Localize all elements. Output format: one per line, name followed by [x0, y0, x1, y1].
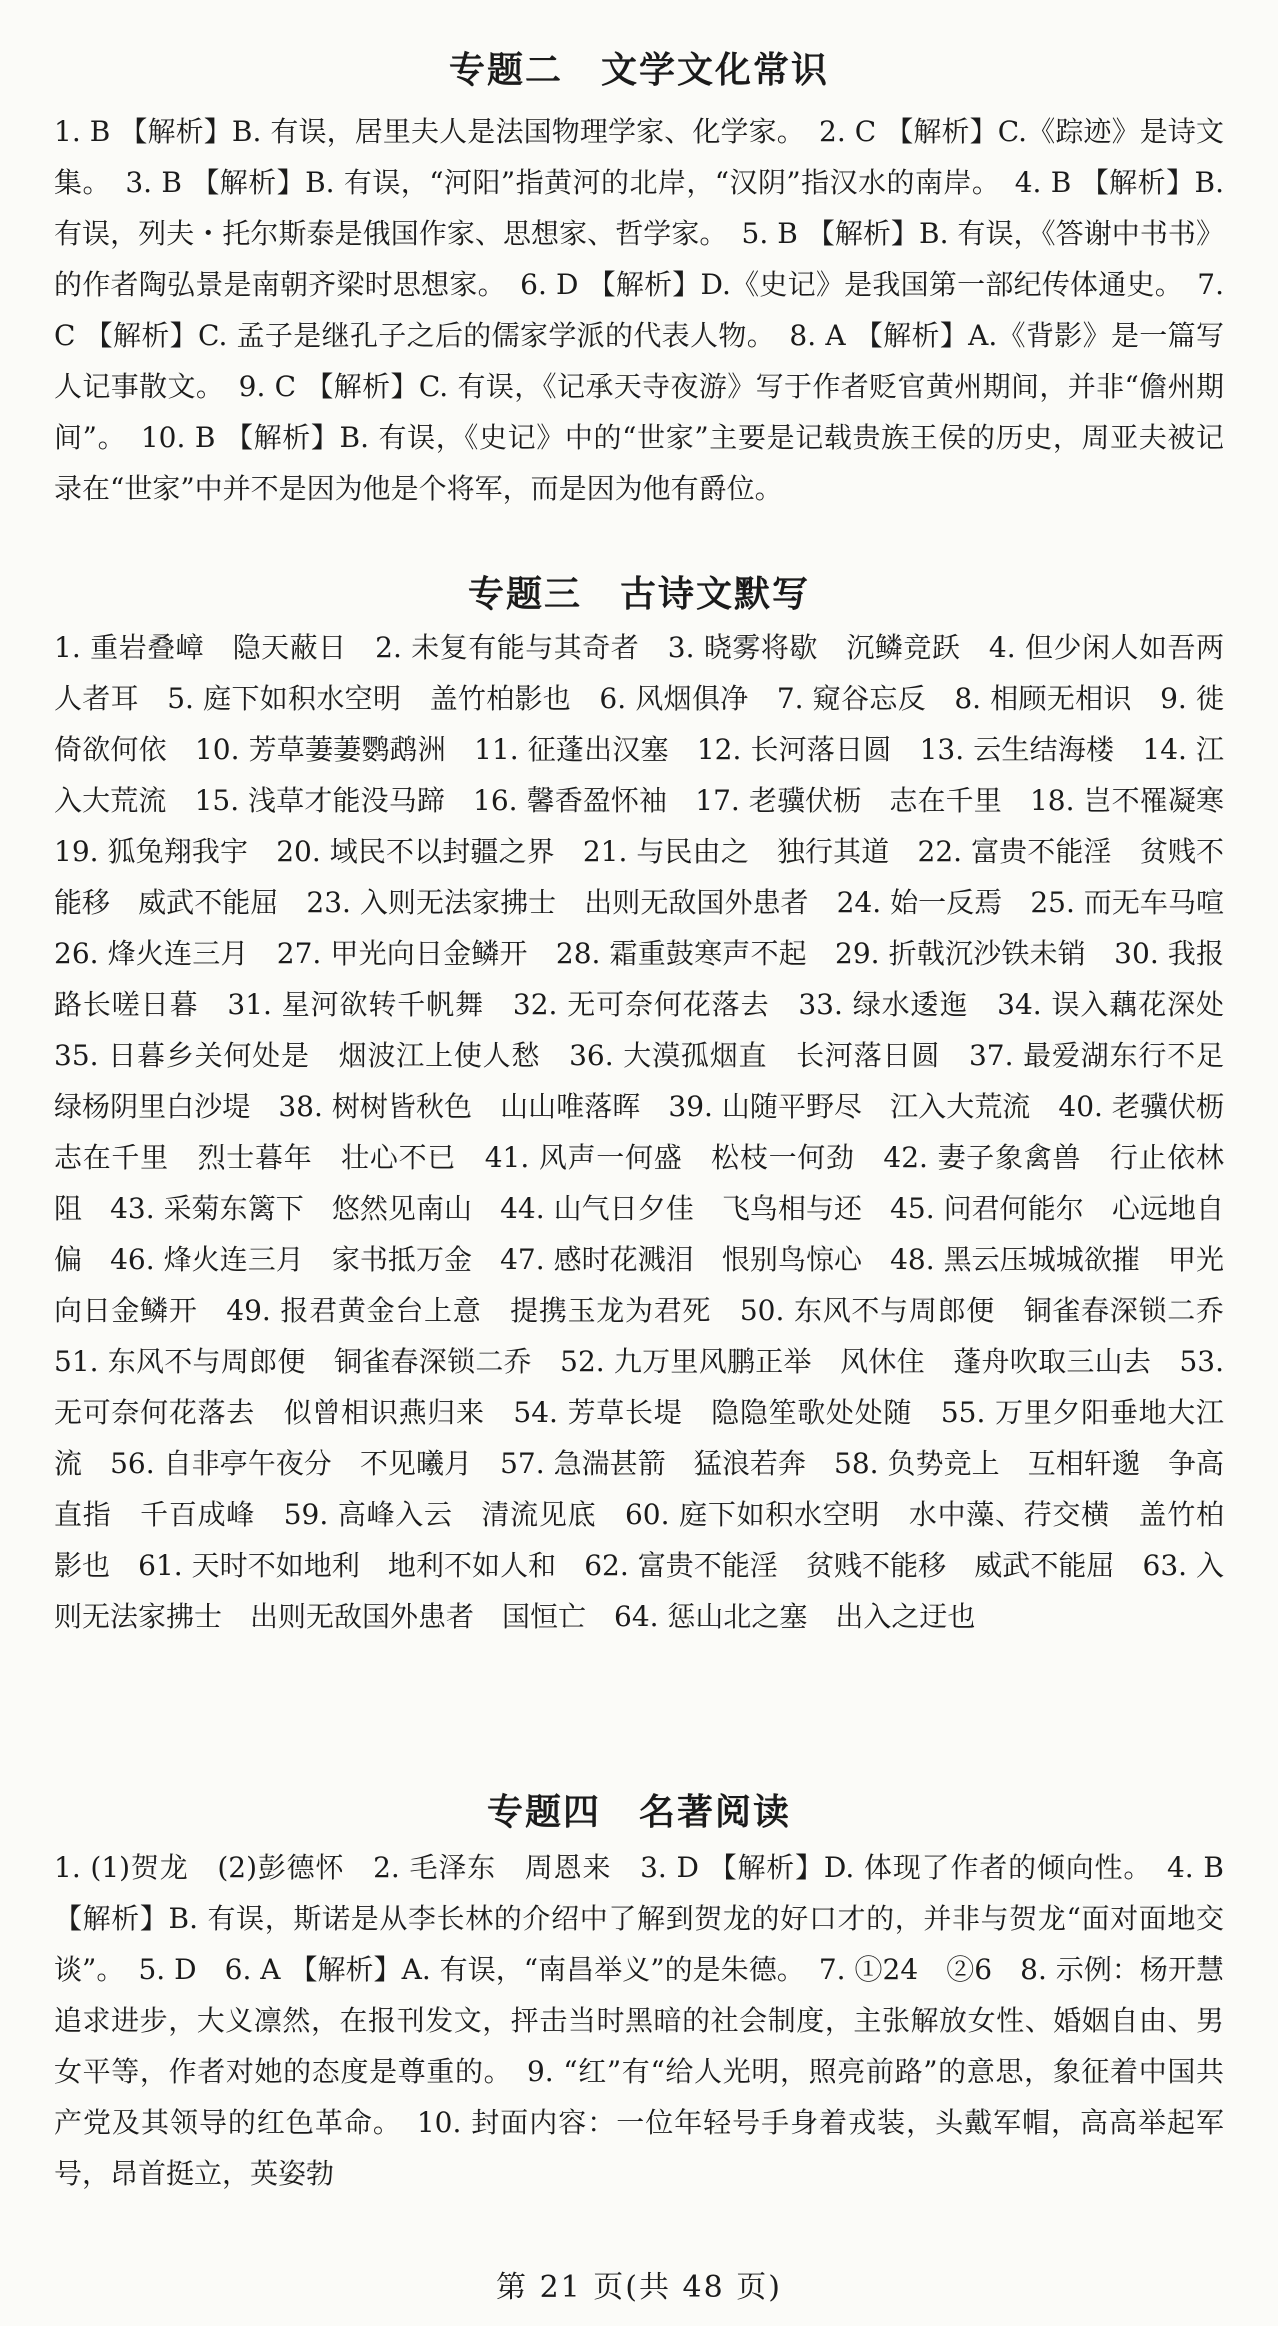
page-number-footer: 第 21 页(共 48 页)	[496, 2270, 782, 2305]
section-answers-classics-reading: 1. (1)贺龙 (2)彭德怀 2. 毛泽东 周恩来 3. D 【解析】D. 体现了作者的倾向性。 4. B 【解析】B. 有误，斯诺是从李长林的介绍中了解到贺龙的好口才的，并非与贺龙“面对面地交谈”。 5. D 6. A 【解析】A. 有误，“南昌举义”的是朱德。 7. ①24 ②6 8. 示例：杨开慧追求进步，大义凛然，在报刊发文，抨击当时黑暗的社会制度，主张解放女性、婚姻自由、男女平等，作者对她的态度是尊重的。 9. “红”有“给人光明，照亮前路”的意思，象征着中国共产党及其领导的红色革命。 10. 封面内容：一位年轻号手身着戎装，头戴军帽，高高举起军号，昂首挺立，英姿勃	[54, 1851, 1224, 2190]
section-answers-literature-culture: 1. B 【解析】B. 有误，居里夫人是法国物理学家、化学家。 2. C 【解析】C.《踪迹》是诗文集。 3. B 【解析】B. 有误，“河阳”指黄河的北岸，“汉阴”指汉水的南岸。 4. B 【解析】B. 有误，列夫・托尔斯泰是俄国作家、思想家、哲学家。 5. B 【解析】B. 有误，《答谢中书书》的作者陶弘景是南朝齐梁时思想家。 6. D 【解析】D.《史记》是我国第一部纪传体通史。 7. C 【解析】C. 孟子是继孔子之后的儒家学派的代表人物。 8. A 【解析】A.《背影》是一篇写人记事散文。 9. C 【解析】C. 有误，《记承天寺夜游》写于作者贬官黄州期间，并非“儋州期间”。 10. B 【解析】B. 有误，《史记》中的“世家”主要是记载贵族王侯的历史，周亚夫被记录在“世家”中并不是因为他是个将军，而是因为他有爵位。	[54, 115, 1224, 505]
section-title-literature-culture: 专题二 文学文化常识	[448, 50, 829, 91]
section-title-ancient-poetry: 专题三 古诗文默写	[467, 574, 810, 615]
section-answers-ancient-poetry: 1. 重岩叠嶂 隐天蔽日 2. 未复有能与其奇者 3. 晓雾将歇 沉鳞竞跃 4. 但少闲人如吾两人者耳 5. 庭下如积水空明 盖竹柏影也 6. 风烟俱净 7. 窥谷忘反 8. 相顾无相识 9. 徙倚欲何依 10. 芳草萋萋鹦鹉洲 11. 征蓬出汉塞 12. 长河落日圆 13. 云生结海楼 14. 江入大荒流 15. 浅草才能没马蹄 16. 馨香盈怀袖 17. 老骥伏枥 志在千里 18. 岂不罹凝寒 19. 狐兔翔我宇 20. 域民不以封疆之界 21. 与民由之 独行其道 22. 富贵不能淫 贫贱不能移 威武不能屈 23. 入则无法家拂士 出则无敌国外患者 24. 始一反焉 25. 而无车马喧 26. 烽火连三月 27. 甲光向日金鳞开 28. 霜重鼓寒声不起 29. 折戟沉沙铁未销 30. 我报路长嗟日暮 31. 星河欲转千帆舞 32. 无可奈何花落去 33. 绿水逶迤 34. 误入藕花深处 35. 日暮乡关何处是 烟波江上使人愁 36. 大漠孤烟直 长河落日圆 37. 最爱湖东行不足 绿杨阴里白沙堤 38. 树树皆秋色 山山唯落晖 39. 山随平野尽 江入大荒流 40. 老骥伏枥 志在千里 烈士暮年 壮心不已 41. 风声一何盛 松枝一何劲 42. 妻子象禽兽 行止依林阻 43. 采菊东篱下 悠然见南山 44. 山气日夕佳 飞鸟相与还 45. 问君何能尔 心远地自偏 46. 烽火连三月 家书抵万金 47. 感时花溅泪 恨别鸟惊心 48. 黑云压城城欲摧 甲光向日金鳞开 49. 报君黄金台上意 提携玉龙为君死 50. 东风不与周郎便 铜雀春深锁二乔 51. 东风不与周郎便 铜雀春深锁二乔 52. 九万里风鹏正举 风休住 蓬舟吹取三山去 53. 无可奈何花落去 似曾相识燕归来 54. 芳草长堤 隐隐笙歌处处随 55. 万里夕阳垂地大江流 56. 自非亭午夜分 不见曦月 57. 急湍甚箭 猛浪若奔 58. 负势竞上 互相轩邈 争高直指 千百成峰 59. 高峰入云 清流见底 60. 庭下如积水空明 水中藻、荇交横 盖竹柏影也 61. 天时不如地利 地利不如人和 62. 富贵不能淫 贫贱不能移 威武不能屈 63. 入则无法家拂士 出则无敌国外患者 国恒亡 64. 惩山北之塞 出入之迂也	[54, 631, 1253, 1633]
section-title-classics-reading: 专题四 名著阅读	[486, 1792, 791, 1833]
